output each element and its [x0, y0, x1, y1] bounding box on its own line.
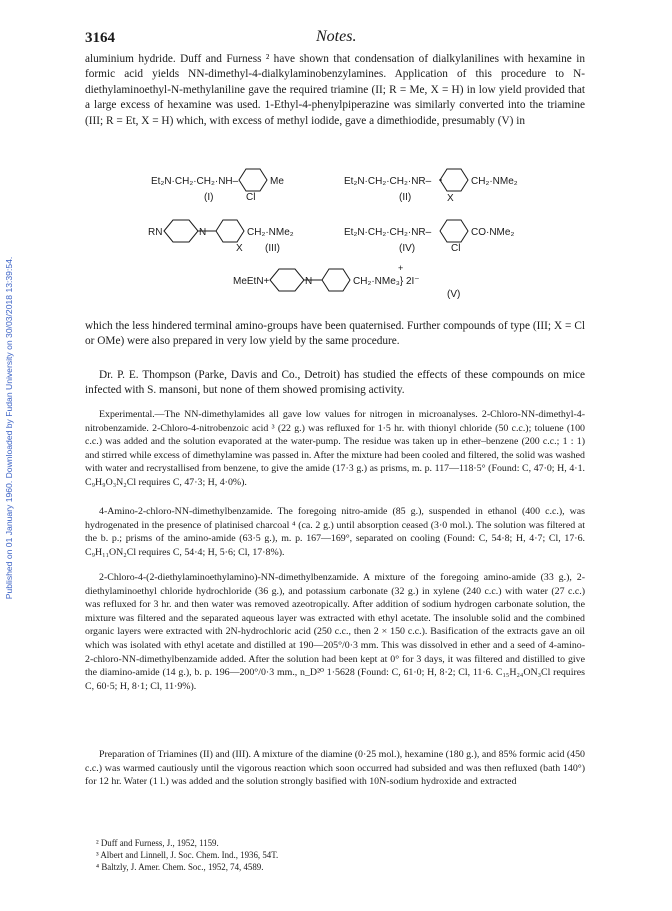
download-watermark-text: Published on 01 January 1960. Downloaded by Fudan University on 30/03/2018 13:39:54.: [4, 256, 14, 600]
structure-2-label: (II): [399, 192, 412, 203]
intro-paragraph: aluminium hydride. Duff and Furness ² have shown that condensation of dialkylanilines with hexamine in formic acid yields NN-dimethyl-4-dialkylaminobenzylamines. Application of this procedure to N-diethylaminoethyl-N-methylaniline gave the required triamine (II; R = Me, X = H) in low yield provided that a large excess of hexamine was used. 1-Ethyl-4-phenylpiperazine was similarly converted into the triamine (III; R = Et, X = H) which, with excess of methyl iodide, gave a dimethiodide, presumably (V) in: [85, 53, 585, 127]
structure-1-methyl: Me: [270, 176, 284, 187]
quaternisation-paragraph: which the less hindered terminal amino-groups have been quaternised. Further compounds of type (III; X = Cl or OMe) were also prepared in very low yield by the same procedure.: [85, 320, 585, 348]
structure-2-chain: Et₂N·CH₂·CH₂·NR–: [344, 176, 432, 187]
structure-4-chain: Et₂N·CH₂·CH₂·NR–: [344, 227, 432, 238]
structure-2-substituent: CH₂·NMe₂: [471, 176, 518, 187]
structure-3-label: (III): [265, 243, 280, 254]
diethylamino-paragraph: 2-Chloro-4-(2-diethylaminoethylamino)-NN-dimethylbenzamide. A mixture of the foregoing amino-amide (33 g.), 2-diethylaminoethyl chloride hydrochloride (36 g.), and potassium carbonate (32 g.) in xylene (240 c.c.) with water (27 c.c.) was refluxed for 3 hr. and then water was removed azeotropically. After addition of sodium hydrogen carbonate solution, the mixture was filtered and the separated aqueous layer was extracted with ethyl acetate. The insoluble solid and the combined organic layers were extracted with 2N-hydrochloric acid (250 c.c., then 2 × 150 c.c.). Basification of the extracts gave an oil which was isolated with ethyl acetate and distilled at 190—205°/0·3 mm. This was dissolved in ether and a seed of 4-amino-2-chloro-NN-dimethylbenzamide added. After the solution had been kept at 0° for 3 days, it was filtered and distilled to give the diamino-amide (14 g.), b. p. 196—200°/0·3 mm., n_D²⁰ 1·5628 (Found: C, 61·0; H, 8·2; Cl, 11·6. C₁₅H₂₄ON₃Cl requires C, 60·5; H, 8·1; Cl, 11·9%).: [85, 572, 585, 692]
structure-3-substituent: CH₂·NMe₂: [247, 227, 294, 238]
structure-4-label: (IV): [399, 243, 416, 254]
triamines-paragraph: Preparation of Triamines (II) and (III). A mixture of the diamine (0·25 mol.), hexamine (180 g.), and 85% formic acid (450 c.c.) was warmed cautiously until the vigorous reaction which soon occurred had subsided and was then refluxed (bath 140°) for 12 hr. Water (1 l.) was added and the solution strongly basified with 10N-sodium hydroxide and extracted: [85, 749, 585, 788]
thompson-paragraph: Dr. P. E. Thompson (Parke, Davis and Co., Detroit) has studied the effects of these compounds on mice infected with S. mansoni, but none of them showed promising activity.: [85, 369, 585, 397]
structure-2-x: X: [447, 193, 454, 204]
footnote-3: ³ Albert and Linnell, J. Soc. Chem. Ind., 1936, 54T.: [96, 850, 279, 860]
structure-1-chloro: Cl: [246, 192, 256, 203]
structure-3-rn: RN: [148, 227, 163, 238]
structure-3-n: N: [199, 227, 207, 238]
experimental-paragraph: Experimental.—The NN-dimethylamides all gave low values for nitrogen in microanalyses. 2-Chloro-NN-dimethyl-4-nitrobenzamide. 2-Chloro-4-nitrobenzoic acid ³ (22 g.) was refluxed for 1·5 hr. with thionyl chloride (50 c.c.); toluene (100 c.c.) was added and the solution evaporated at the water-pump. The residue was taken up in ether–benzene (200 c.c.; 1 : 1) and stirred while excess of dimethylamine was passed in. After the mixture had been cooled and filtered, the solid was washed with water and recrystallised from benzene, to give the amide (17·3 g.) as prisms, m. p. 117—118·5° (Found: C, 47·0; H, 4·1. C₉H₉O₃N₂Cl requires C, 47·3; H, 4·0%).: [85, 409, 585, 488]
footnote-4: ⁴ Baltzly, J. Amer. Chem. Soc., 1952, 74, 4589.: [96, 862, 264, 872]
page-number: 3164: [85, 30, 115, 46]
structure-4-chloro: Cl: [451, 243, 461, 254]
structure-5-plus: +: [398, 263, 404, 273]
amino-amide-paragraph: 4-Amino-2-chloro-NN-dimethylbenzamide. The foregoing nitro-amide (85 g.), suspended in ethanol (400 c.c.), was hydrogenated in the presence of platinised charcoal ⁴ (ca. 2 g.) until absorption ceased (3·0 mol.). The solution was filtered at the b. p.; prisms of the amino-amide (63·5 g.), m. p. 167—169°, separated on cooling (Found: C, 54·8; H, 4·7; Cl, 17·6. C₉H₁₁ON₂Cl requires C, 54·4; H, 5·6; Cl, 17·8%).: [85, 506, 585, 558]
structure-5-label: (V): [447, 289, 461, 300]
structure-1-label: (I): [204, 192, 214, 203]
page-title: Notes.: [316, 28, 357, 45]
structure-3-x: X: [236, 243, 243, 254]
structure-4-substituent: CO·NMe₂: [471, 227, 515, 238]
footnote-2: ² Duff and Furness, J., 1952, 1159.: [96, 838, 219, 848]
structure-1-chain: Et₂N·CH₂·CH₂·NH–: [151, 176, 239, 187]
structure-5-left: MeEtN+: [233, 276, 270, 287]
structure-5-substituent: CH₂·NMe₃} 2I⁻: [353, 276, 420, 287]
structure-5-n: N: [305, 276, 313, 287]
